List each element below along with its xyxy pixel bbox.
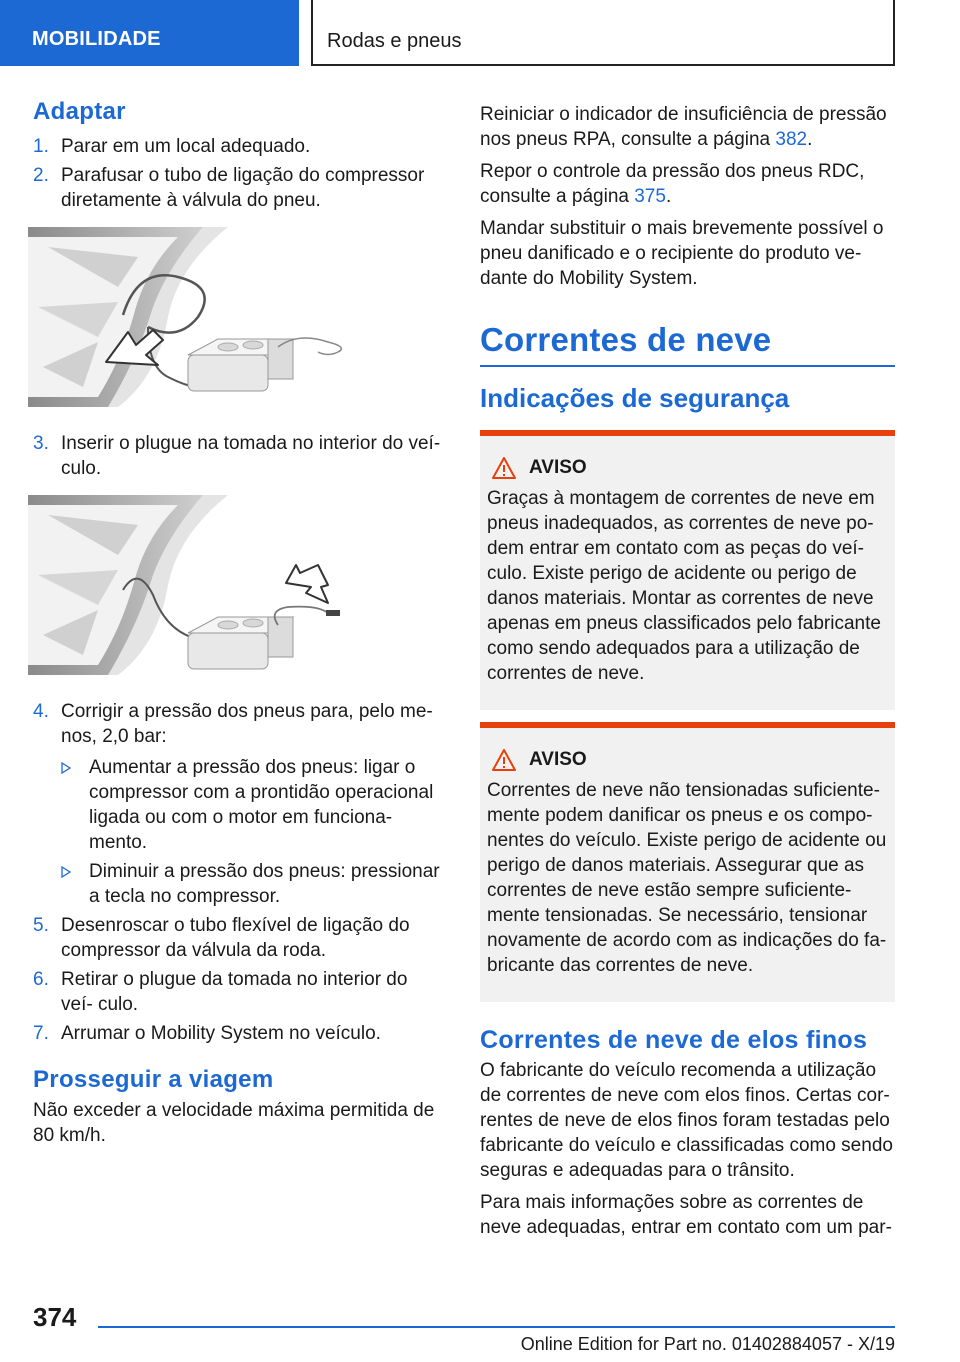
warning-triangle-icon xyxy=(491,456,517,480)
warning-title: AVISO xyxy=(529,749,587,770)
list-item: 6. Retirar o plugue da tomada no interior do veí- culo. xyxy=(33,969,408,1015)
socket-plug-illustration xyxy=(28,495,428,675)
list-item: Aumentar a pressão dos pneus: ligar o compressor com a prontidão operacional ligada ou com o motor em funciona- mento. xyxy=(61,755,443,855)
triangle-bullet-icon xyxy=(61,762,71,774)
heading-rule xyxy=(480,365,895,367)
list-item: 7. Arrumar o Mobility System no veículo. xyxy=(33,1023,381,1044)
steps-list-4 xyxy=(33,699,443,1046)
triangle-bullet-icon xyxy=(61,866,71,878)
warning-text: Correntes de neve não tensionadas suficiente- mente podem danificar os pneus e os compo- nentes do veículo. Existe perigo de acidente ou perigo de danos materiais. Assegurar que as correntes de neve estão sempre suficiente- mente tensionadas. Se necessário, tensionar novamente de acordo com as indicações do fa- bricante das correntes de neve. xyxy=(487,780,887,976)
fine-chains-heading: Correntes de neve de elos finos xyxy=(480,1026,868,1054)
footer-rule xyxy=(98,1326,895,1328)
steps-list-3 xyxy=(33,431,443,481)
chapter-tab xyxy=(311,0,895,66)
list-item: 1. Parar em um local adequado. xyxy=(33,136,311,157)
warning-triangle-icon xyxy=(491,748,517,772)
compressor-valve-illustration xyxy=(28,227,428,407)
list-item: 3. Inserir o plugue na tomada no interior do veí- culo. xyxy=(33,433,441,479)
warning-title: AVISO xyxy=(529,457,587,478)
warning-box-2 xyxy=(480,722,895,1002)
warning-text: Graças à montagem de correntes de neve em pneus inadequados, as correntes de neve po- dem entrar em contato com as peças do veí- culo. Existe perigo de acidente ou perigo de danos materiais. Montar as correntes de neve apenas em pneus classificados pelo fabricante como sendo adequados para a utilização de correntes de neve. xyxy=(487,488,881,684)
more-info-paragraph: Para mais informações sobre as correntes de neve adequadas, entrar em contato com um par- xyxy=(480,1192,892,1238)
step4-sublist xyxy=(61,755,443,909)
fine-chains-paragraph: O fabricante do veículo recomenda a utilização de correntes de neve com elos finos. Certas cor- rentes de neve de elos finos foram testadas pelo fabricante do veículo e classificadas como sendo seguras e adequadas para o trânsito. xyxy=(480,1060,893,1181)
steps-list-a xyxy=(33,134,443,213)
warning-box-1 xyxy=(480,430,895,710)
adaptar-heading: Adaptar xyxy=(33,98,126,125)
list-item: 2. Parafusar o tubo de ligação do compressor diretamente à válvula do pneu. xyxy=(33,165,425,211)
section-label: MOBILIDADE xyxy=(32,28,161,50)
replace-paragraph: Mandar substituir o mais brevemente possível o pneu danificado e o recipiente do produto ve- dante do Mobility System. xyxy=(480,218,884,289)
rdc-paragraph: Repor o controle da pressão dos pneus RDC, consulte a página 375. xyxy=(480,161,865,207)
section-tab xyxy=(0,0,299,66)
right-column xyxy=(480,102,895,1240)
chapter-label: Rodas e pneus xyxy=(327,30,462,52)
continue-text: Não exceder a velocidade máxima permitida de 80 km/h. xyxy=(33,1100,435,1146)
main-heading: Correntes de neve xyxy=(480,321,772,358)
page-link-375[interactable]: 375 xyxy=(634,186,666,207)
edition-text: Online Edition for Part no. 01402884057 - X/19 xyxy=(520,1334,895,1354)
page-number: 374 xyxy=(33,1302,77,1332)
list-item: 4. Corrigir a pressão dos pneus para, pelo me- nos, 2,0 bar: Aumentar a pressão dos pneus: ligar o compressor com a prontidão operacional ligada ou com o motor em funciona- mento. Diminuir a pressão dos pneus: pressionar a tecla no compressor. xyxy=(33,699,443,909)
list-item: Diminuir a pressão dos pneus: pressionar a tecla no compressor. xyxy=(61,859,443,909)
list-item: 5. Desenroscar o tubo flexível de ligação do compressor da válvula da roda. xyxy=(33,915,410,961)
page-link-382[interactable]: 382 xyxy=(775,129,808,150)
safety-heading: Indicações de segurança xyxy=(480,383,790,413)
continue-heading: Prosseguir a viagem xyxy=(33,1066,274,1093)
left-column xyxy=(33,98,443,1148)
rpa-paragraph: Reiniciar o indicador de insuficiência de pressão nos pneus RPA, consulte a página 382. xyxy=(480,104,887,150)
